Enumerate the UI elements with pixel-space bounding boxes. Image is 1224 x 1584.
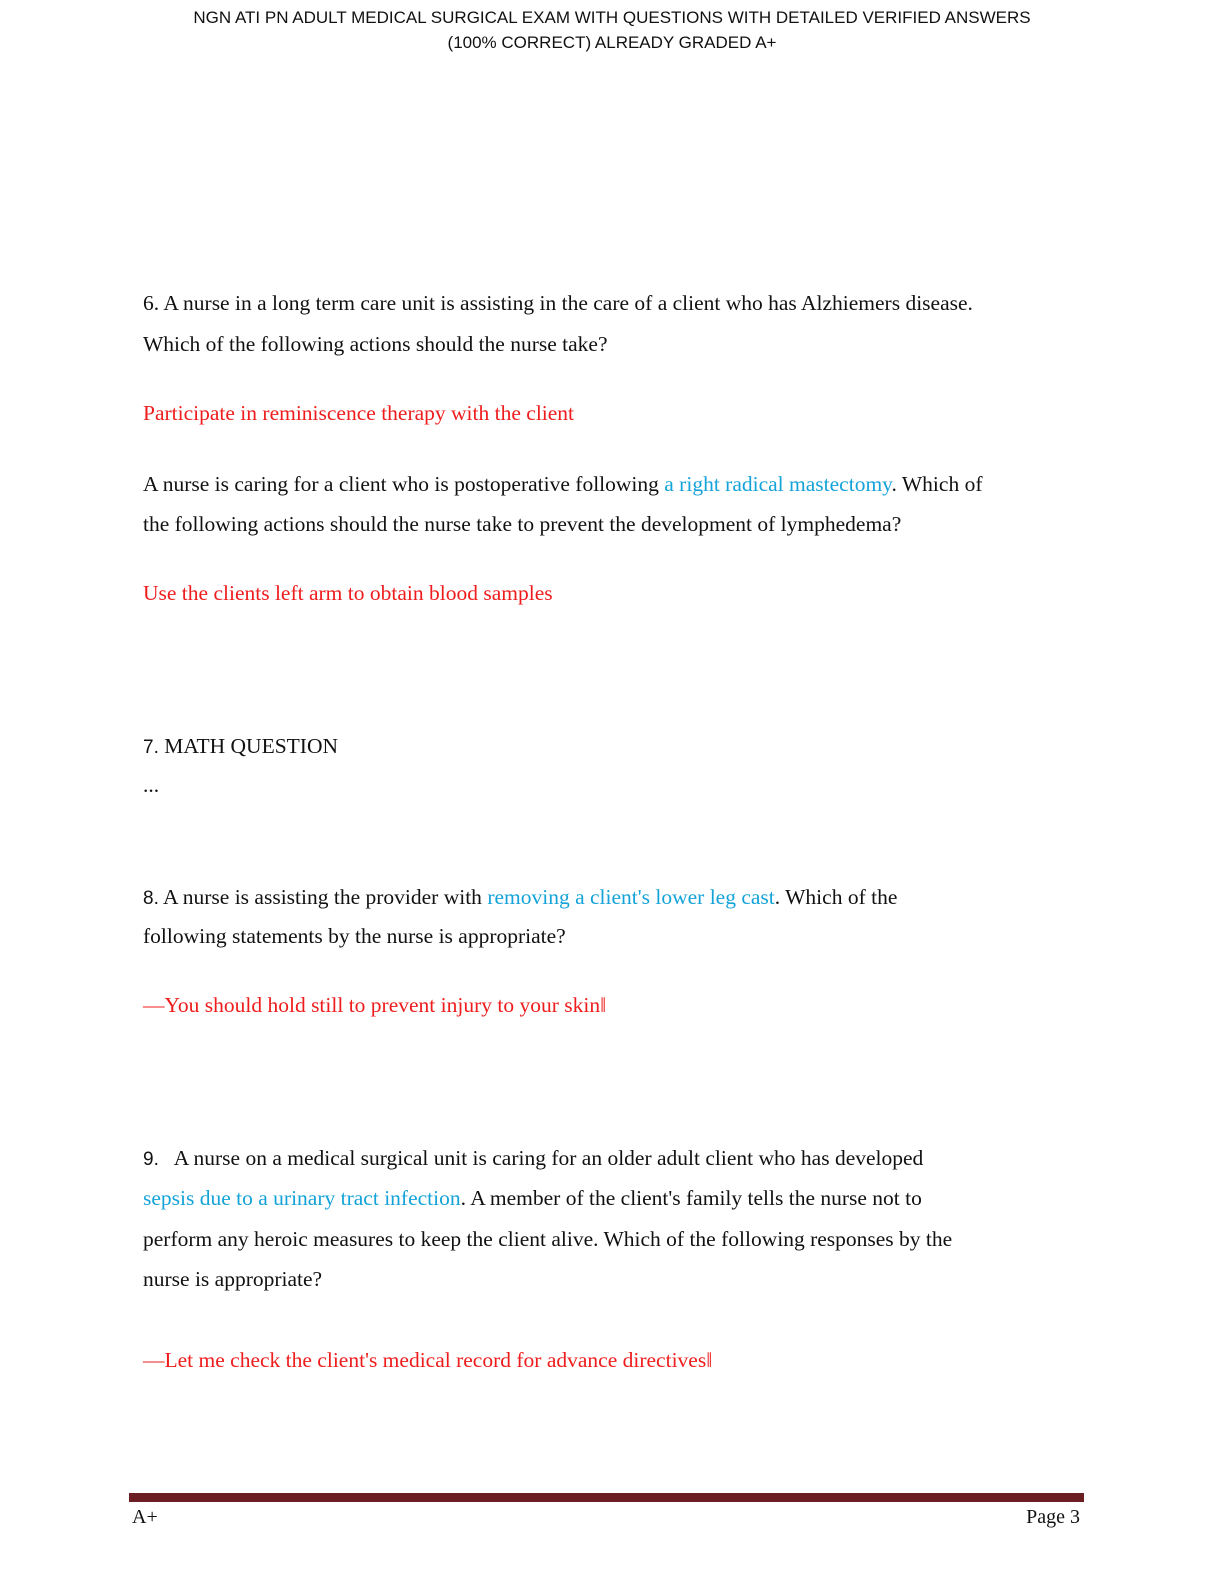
- q9-line-1: [143, 1145, 923, 1173]
- q6-answer: Participate in reminiscence therapy with the client: [143, 401, 575, 425]
- q6-line-2: Which of the following actions should the nurse take?: [143, 332, 608, 356]
- q7-title: MATH QUESTION: [158, 734, 339, 758]
- footer-rule: [129, 1493, 1084, 1502]
- q8-answer: —You should hold still to prevent injury to your skin‖: [143, 993, 607, 1017]
- q8-line-1: [143, 884, 897, 912]
- q6b-line-2: the following actions should the nurse take to prevent the development of lymphedema?: [143, 512, 902, 536]
- page-header: [0, 5, 1224, 55]
- q6b-highlight: a right radical mastectomy: [664, 472, 892, 496]
- q9-line-2-post: . A member of the client's family tells the nurse not to: [460, 1186, 922, 1210]
- q7-heading: [143, 733, 338, 761]
- q6b-line-1-pre: A nurse is caring for a client who is postoperative following: [143, 472, 665, 496]
- q9-number: 9.: [143, 1149, 159, 1170]
- q7-number: 7.: [143, 737, 159, 758]
- q9-highlight: sepsis due to a urinary tract infection: [143, 1186, 461, 1210]
- q9-line-2: [143, 1185, 922, 1211]
- footer-grade: A+: [132, 1506, 158, 1528]
- q7-ellipsis: ...: [143, 773, 160, 797]
- q8-number: 8.: [143, 888, 159, 909]
- q6-line-1: 6. A nurse in a long term care unit is assisting in the care of a client who has Alzhiemers disease.: [143, 291, 973, 315]
- header-line-1: NGN ATI PN ADULT MEDICAL SURGICAL EXAM WITH QUESTIONS WITH DETAILED VERIFIED ANSWERS: [193, 8, 1031, 27]
- q9-answer: —Let me check the client's medical record for advance directives‖: [143, 1348, 713, 1372]
- q8-line-2: following statements by the nurse is appropriate?: [143, 924, 566, 948]
- header-line-2: (100% CORRECT) ALREADY GRADED A+: [447, 33, 777, 52]
- q9-line-4: nurse is appropriate?: [143, 1267, 323, 1291]
- q9-line-3: perform any heroic measures to keep the client alive. Which of the following responses by the: [143, 1227, 953, 1251]
- q8-line-1-pre: A nurse is assisting the provider with: [158, 885, 488, 909]
- page-number: Page 3: [1026, 1506, 1080, 1528]
- q6b-line-1-post: . Which of: [891, 472, 983, 496]
- q8-line-1-post: . Which of the: [774, 885, 898, 909]
- q6b-line-1: [143, 471, 983, 497]
- q6b-answer: Use the clients left arm to obtain blood samples: [143, 581, 553, 605]
- q8-highlight: removing a client's lower leg cast: [487, 885, 775, 909]
- q9-line-1-text: A nurse on a medical surgical unit is caring for an older adult client who has developed: [158, 1146, 924, 1170]
